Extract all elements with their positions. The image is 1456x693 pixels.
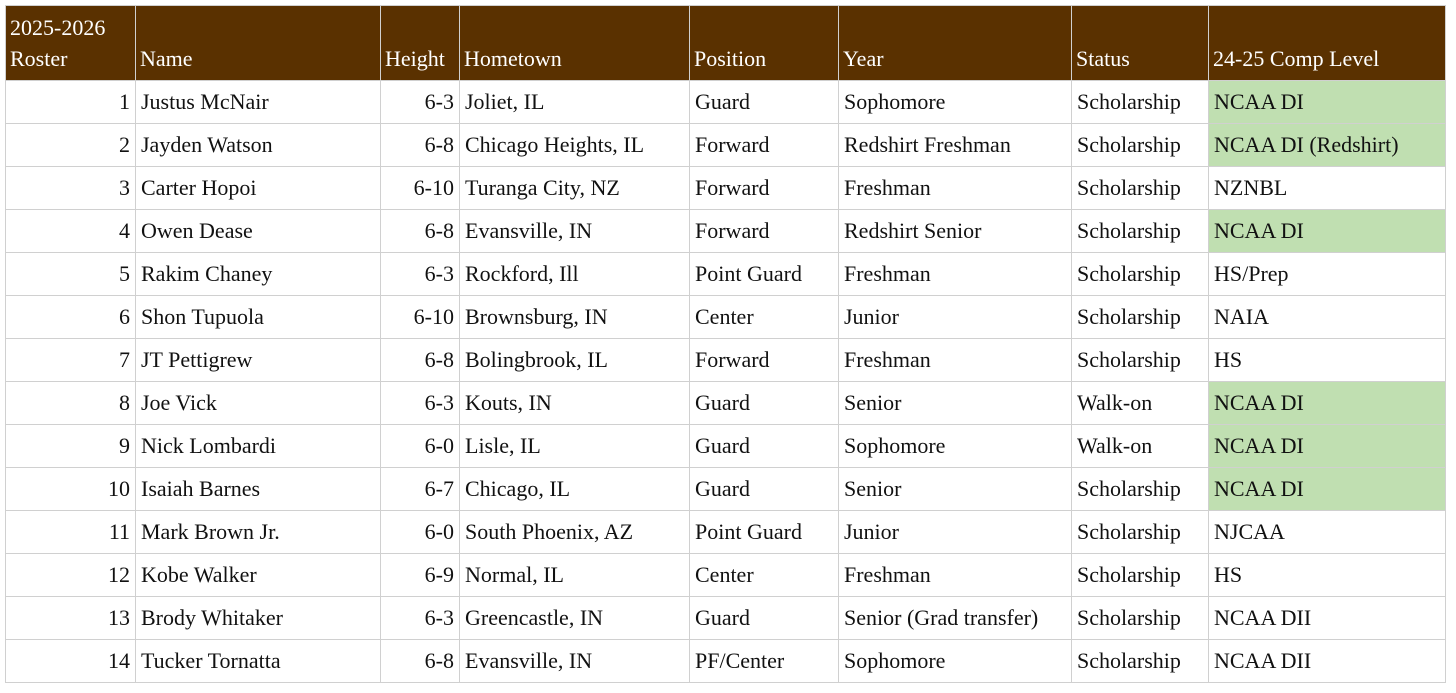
cell-position: Forward: [690, 210, 839, 253]
cell-year: Redshirt Senior: [839, 210, 1072, 253]
cell-status: Walk-on: [1072, 382, 1209, 425]
cell-player-name: Jayden Watson: [136, 124, 381, 167]
roster-body: [6, 81, 1446, 683]
header-row: [6, 6, 1446, 81]
cell-player-name: Owen Dease: [136, 210, 381, 253]
cell-hometown: Chicago Heights, IL: [460, 124, 690, 167]
table-row: [6, 640, 1446, 683]
cell-height: 6-3: [381, 253, 460, 296]
table-row: [6, 597, 1446, 640]
cell-roster-number: 6: [6, 296, 136, 339]
header-hometown: Hometown: [460, 6, 690, 81]
header-comp-level: 24-25 Comp Level: [1209, 6, 1446, 81]
cell-year: Freshman: [839, 339, 1072, 382]
cell-position: Center: [690, 296, 839, 339]
header-height: Height: [381, 6, 460, 81]
cell-status: Scholarship: [1072, 640, 1209, 683]
cell-hometown: Evansville, IN: [460, 210, 690, 253]
cell-hometown: Normal, IL: [460, 554, 690, 597]
cell-comp-level: NCAA DI (Redshirt): [1209, 124, 1446, 167]
table-row: [6, 253, 1446, 296]
cell-position: Forward: [690, 167, 839, 210]
cell-height: 6-9: [381, 554, 460, 597]
cell-status: Scholarship: [1072, 210, 1209, 253]
cell-position: Guard: [690, 468, 839, 511]
cell-status: Scholarship: [1072, 124, 1209, 167]
cell-position: Center: [690, 554, 839, 597]
cell-comp-level: NCAA DI: [1209, 425, 1446, 468]
cell-comp-level: NZNBL: [1209, 167, 1446, 210]
cell-position: PF/Center: [690, 640, 839, 683]
cell-hometown: Chicago, IL: [460, 468, 690, 511]
cell-hometown: Joliet, IL: [460, 81, 690, 124]
cell-status: Scholarship: [1072, 339, 1209, 382]
cell-position: Guard: [690, 425, 839, 468]
cell-roster-number: 10: [6, 468, 136, 511]
cell-position: Forward: [690, 124, 839, 167]
header-position: Position: [690, 6, 839, 81]
cell-player-name: Brody Whitaker: [136, 597, 381, 640]
cell-player-name: JT Pettigrew: [136, 339, 381, 382]
header-name: Name: [136, 6, 381, 81]
cell-player-name: Justus McNair: [136, 81, 381, 124]
cell-player-name: Carter Hopoi: [136, 167, 381, 210]
cell-height: 6-0: [381, 425, 460, 468]
table-row: [6, 468, 1446, 511]
cell-player-name: Nick Lombardi: [136, 425, 381, 468]
cell-height: 6-10: [381, 296, 460, 339]
table-row: [6, 210, 1446, 253]
cell-year: Freshman: [839, 253, 1072, 296]
cell-position: Guard: [690, 382, 839, 425]
cell-year: Sophomore: [839, 640, 1072, 683]
cell-year: Junior: [839, 511, 1072, 554]
cell-hometown: Greencastle, IN: [460, 597, 690, 640]
cell-status: Scholarship: [1072, 253, 1209, 296]
cell-status: Walk-on: [1072, 425, 1209, 468]
cell-height: 6-3: [381, 81, 460, 124]
cell-hometown: Kouts, IN: [460, 382, 690, 425]
cell-status: Scholarship: [1072, 296, 1209, 339]
table-row: [6, 339, 1446, 382]
cell-roster-number: 5: [6, 253, 136, 296]
cell-year: Redshirt Freshman: [839, 124, 1072, 167]
cell-status: Scholarship: [1072, 167, 1209, 210]
cell-year: Freshman: [839, 554, 1072, 597]
cell-comp-level: NAIA: [1209, 296, 1446, 339]
cell-player-name: Mark Brown Jr.: [136, 511, 381, 554]
cell-position: Forward: [690, 339, 839, 382]
cell-comp-level: HS: [1209, 339, 1446, 382]
table-row: [6, 167, 1446, 210]
cell-year: Sophomore: [839, 81, 1072, 124]
header-year: Year: [839, 6, 1072, 81]
cell-hometown: Turanga City, NZ: [460, 167, 690, 210]
cell-roster-number: 1: [6, 81, 136, 124]
cell-hometown: Evansville, IN: [460, 640, 690, 683]
cell-height: 6-8: [381, 339, 460, 382]
cell-status: Scholarship: [1072, 511, 1209, 554]
cell-roster-number: 13: [6, 597, 136, 640]
cell-comp-level: NJCAA: [1209, 511, 1446, 554]
cell-hometown: South Phoenix, AZ: [460, 511, 690, 554]
cell-year: Senior (Grad transfer): [839, 597, 1072, 640]
cell-roster-number: 3: [6, 167, 136, 210]
table-row: [6, 124, 1446, 167]
cell-height: 6-10: [381, 167, 460, 210]
cell-roster-number: 14: [6, 640, 136, 683]
cell-player-name: Joe Vick: [136, 382, 381, 425]
cell-year: Junior: [839, 296, 1072, 339]
cell-hometown: Lisle, IL: [460, 425, 690, 468]
cell-roster-number: 7: [6, 339, 136, 382]
cell-height: 6-8: [381, 210, 460, 253]
cell-roster-number: 2: [6, 124, 136, 167]
cell-position: Point Guard: [690, 511, 839, 554]
header-status: Status: [1072, 6, 1209, 81]
cell-height: 6-3: [381, 382, 460, 425]
table-row: [6, 511, 1446, 554]
cell-height: 6-3: [381, 597, 460, 640]
cell-status: Scholarship: [1072, 468, 1209, 511]
cell-comp-level: HS/Prep: [1209, 253, 1446, 296]
cell-roster-number: 4: [6, 210, 136, 253]
cell-comp-level: NCAA DI: [1209, 210, 1446, 253]
table-row: [6, 554, 1446, 597]
cell-roster-number: 9: [6, 425, 136, 468]
cell-comp-level: NCAA DII: [1209, 597, 1446, 640]
cell-height: 6-7: [381, 468, 460, 511]
cell-hometown: Rockford, Ill: [460, 253, 690, 296]
cell-roster-number: 11: [6, 511, 136, 554]
cell-year: Senior: [839, 382, 1072, 425]
cell-position: Guard: [690, 597, 839, 640]
cell-roster-number: 12: [6, 554, 136, 597]
cell-status: Scholarship: [1072, 554, 1209, 597]
cell-comp-level: NCAA DI: [1209, 468, 1446, 511]
table-row: [6, 382, 1446, 425]
cell-position: Guard: [690, 81, 839, 124]
cell-comp-level: NCAA DI: [1209, 81, 1446, 124]
cell-year: Sophomore: [839, 425, 1072, 468]
cell-status: Scholarship: [1072, 81, 1209, 124]
table-row: [6, 296, 1446, 339]
cell-height: 6-8: [381, 124, 460, 167]
cell-comp-level: NCAA DI: [1209, 382, 1446, 425]
cell-player-name: Shon Tupuola: [136, 296, 381, 339]
cell-player-name: Rakim Chaney: [136, 253, 381, 296]
cell-status: Scholarship: [1072, 597, 1209, 640]
cell-player-name: Kobe Walker: [136, 554, 381, 597]
cell-player-name: Isaiah Barnes: [136, 468, 381, 511]
header-roster: 2025-2026 Roster: [6, 6, 136, 81]
cell-comp-level: NCAA DII: [1209, 640, 1446, 683]
cell-year: Freshman: [839, 167, 1072, 210]
table-row: [6, 81, 1446, 124]
cell-comp-level: HS: [1209, 554, 1446, 597]
cell-hometown: Bolingbrook, IL: [460, 339, 690, 382]
cell-roster-number: 8: [6, 382, 136, 425]
cell-height: 6-8: [381, 640, 460, 683]
table-row: [6, 425, 1446, 468]
roster-table: [5, 5, 1446, 683]
cell-hometown: Brownsburg, IN: [460, 296, 690, 339]
cell-player-name: Tucker Tornatta: [136, 640, 381, 683]
cell-year: Senior: [839, 468, 1072, 511]
cell-height: 6-0: [381, 511, 460, 554]
cell-position: Point Guard: [690, 253, 839, 296]
